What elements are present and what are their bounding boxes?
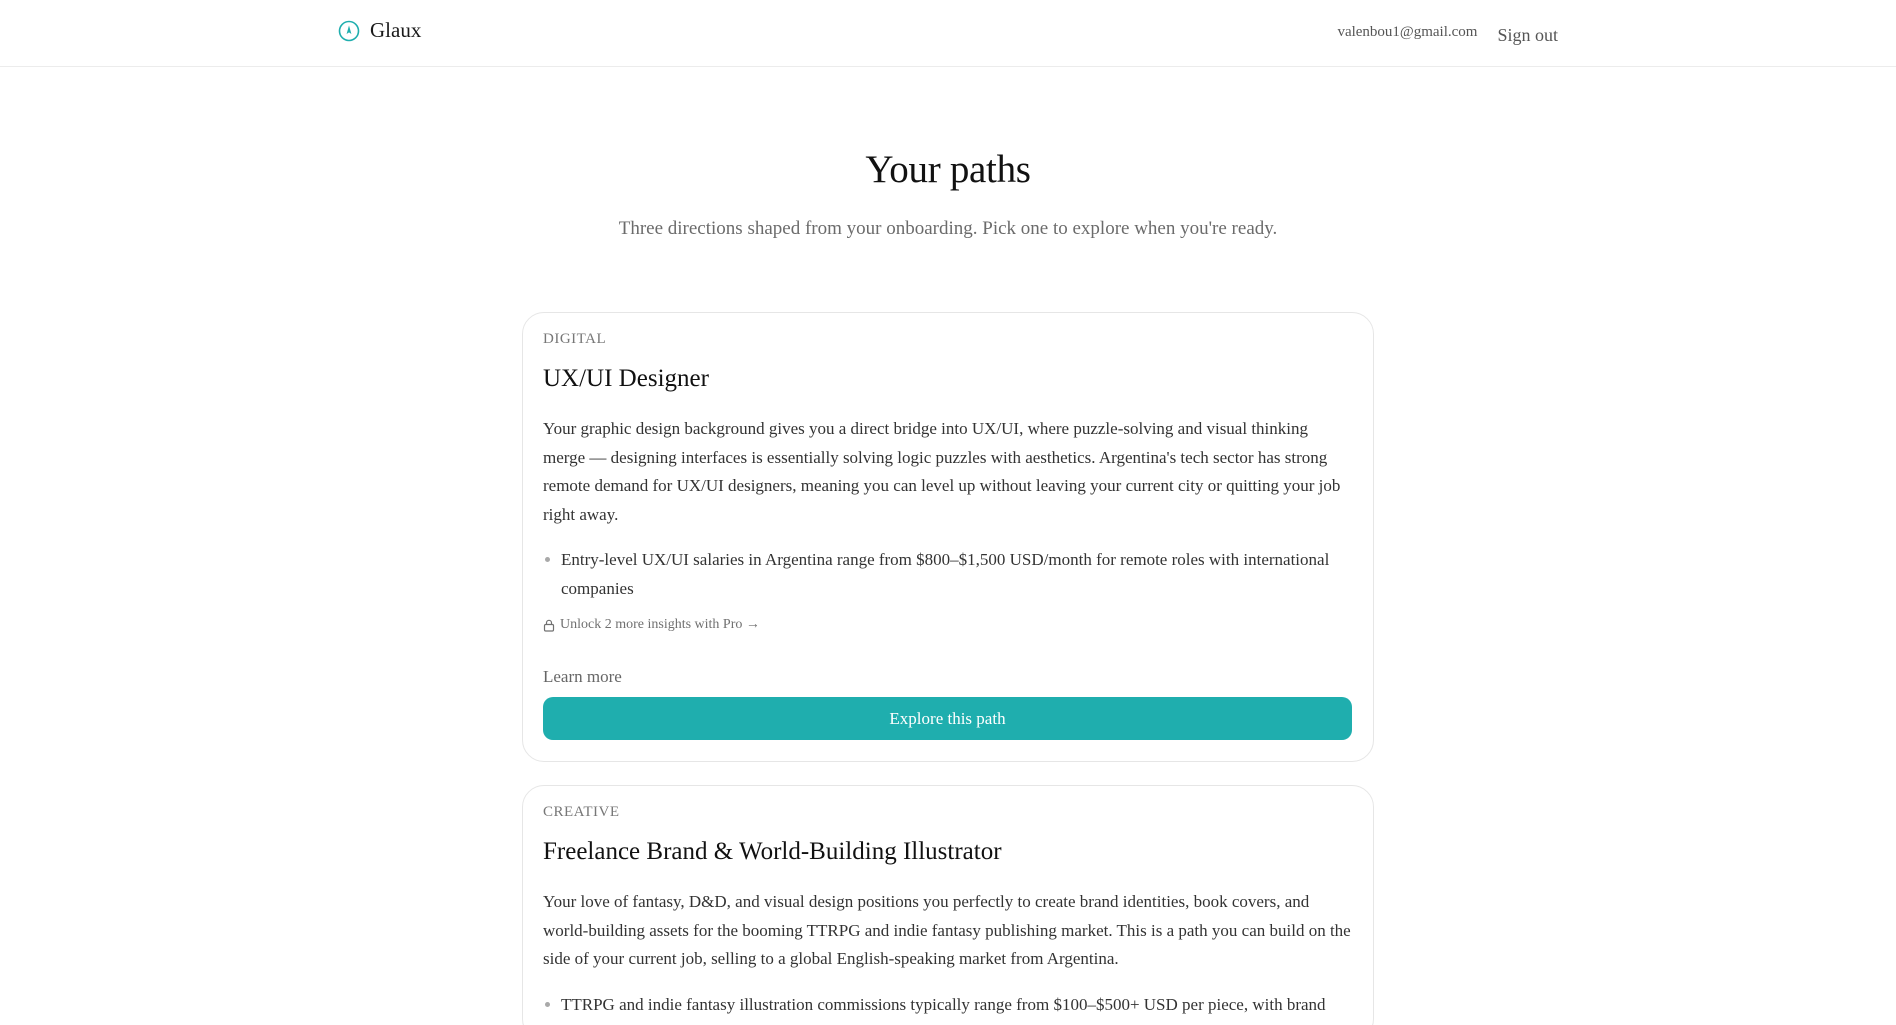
brand-name: Glaux [370, 18, 422, 42]
page-hero [0, 147, 1896, 240]
path-insights [543, 546, 1352, 603]
unlock-label: Unlock 2 more insights with Pro → [560, 617, 760, 632]
lock-icon [543, 619, 555, 632]
path-description: Your graphic design background gives you a direct bridge into UX/UI, where puzzle-solving and visual thinking merge — designing interfaces is essentially solving logic puzzles with aesthetics. Argentina's tech sector has strong remote demand for UX/UI designers, meaning you can level up without leaving your current city or quitting your job right away. [543, 419, 1341, 524]
path-title: Freelance Brand & World-Building Illustrator [543, 838, 1002, 865]
learn-more-link[interactable]: Learn more [543, 667, 622, 686]
brand-logo[interactable] [338, 18, 421, 43]
user-email: valenbou1@gmail.com [1337, 24, 1478, 40]
path-category: CREATIVE [543, 804, 620, 820]
path-category: DIGITAL [543, 331, 607, 347]
insight-item: TTRPG and indie fantasy illustration commissions typically range from $100–$500+ USD per piece, with brand [543, 991, 1352, 1020]
sign-out-link[interactable]: Sign out [1497, 25, 1558, 45]
path-card-ux-ui-designer [522, 312, 1374, 762]
page-title: Your paths [865, 148, 1031, 191]
path-card-list [522, 312, 1374, 1025]
path-description: Your love of fantasy, D&D, and visual design positions you perfectly to create brand identities, book covers, and world-building assets for the booming TTRPG and indie fantasy publishing market. This is a path you can build on the side of your current job, selling to a global English-speaking market from Argentina. [543, 892, 1351, 968]
unlock-pro-link[interactable] [543, 617, 1352, 633]
path-insights [543, 991, 1352, 1020]
path-card-freelance-illustrator [522, 785, 1374, 1025]
explore-path-button[interactable]: Explore this path [543, 697, 1352, 740]
page-subtitle: Three directions shaped from your onboarding. Pick one to explore when you're ready. [618, 218, 1278, 239]
insight-item: Entry-level UX/UI salaries in Argentina range from $800–$1,500 USD/month for remote roles with international companies [543, 546, 1352, 603]
path-title: UX/UI Designer [543, 365, 709, 392]
compass-icon [338, 20, 360, 42]
top-navigation-bar [0, 0, 1896, 67]
user-area [1337, 22, 1558, 43]
